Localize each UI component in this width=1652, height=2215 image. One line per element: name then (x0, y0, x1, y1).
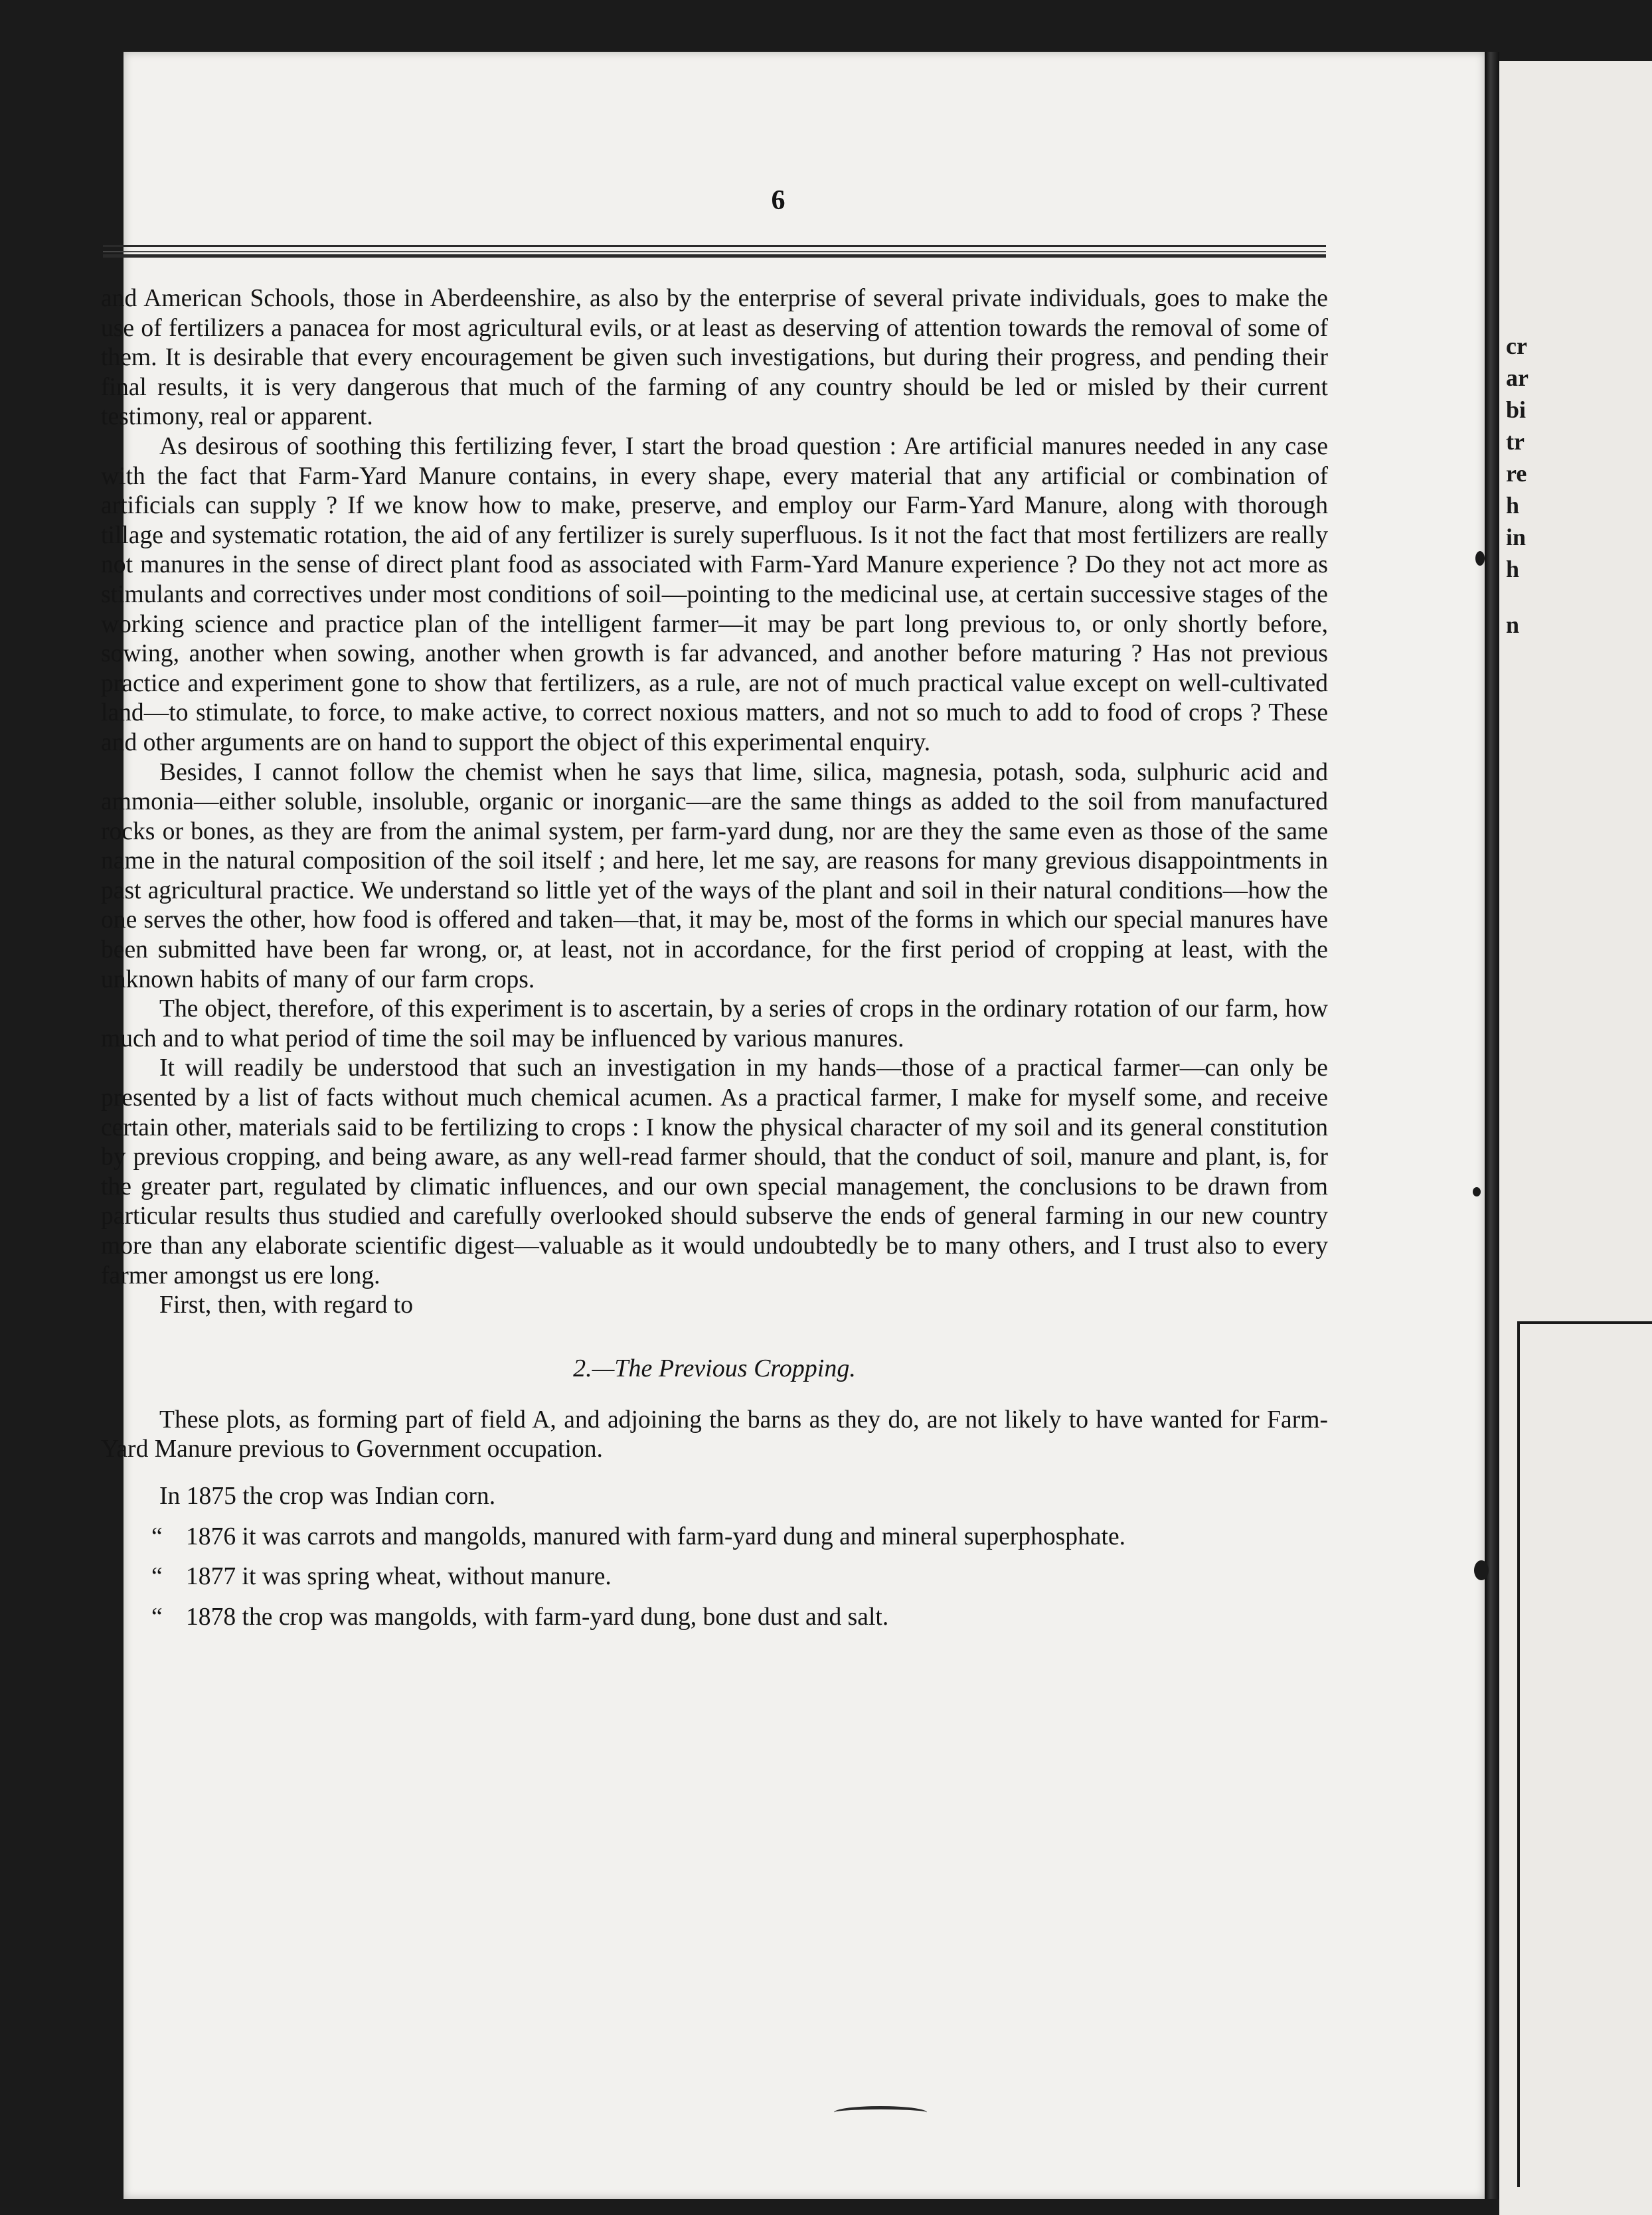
ink-blot (1473, 1187, 1481, 1196)
page-number: 6 (771, 185, 785, 216)
fragment: h (1506, 556, 1520, 582)
paragraph-continuation: and American Schools, those in Aberdeenshire, as also by the enterprise of several private individuals, goes to make the use of fertilizers a panacea for most agricultural evils, or at least as deserving of attention towards the removal of some of them. It is desirable that every encouragement be given such investigations, but during their progress, and pending their final results, it is very dangerous that much of the farming of any country should be led or misled by their current testimony, real or apparent. (101, 285, 1328, 431)
book-gutter (1485, 52, 1499, 2199)
ink-blot (1475, 551, 1485, 566)
entry-text: 1877 it was spring wheat, without manure. (186, 1563, 612, 1591)
section-heading: 2.—The Previous Cropping. (573, 1354, 856, 1382)
fragment: cr (1506, 333, 1527, 359)
paragraph-first-then: First, then, with regard to (159, 1291, 413, 1319)
paragraph-object: The object, therefore, of this experiment is to ascertain, by a series of crops in the ordinary rotation of our farm, how much and to what period of time the soil may be influenced by various manures. (101, 995, 1328, 1052)
fragment: bi (1506, 396, 1527, 423)
adjacent-page-table-edge (1517, 1321, 1652, 2187)
ink-blot (1474, 1560, 1489, 1580)
fragment: n (1506, 612, 1520, 638)
page-body (101, 284, 1328, 1643)
list-item (101, 1603, 1328, 1633)
list-item (101, 1562, 1328, 1592)
ink-mark (834, 2106, 927, 2119)
paragraph-investigation: It will readily be understood that such an investigation in my hands—those of a practical farmer—can only be presented by a list of facts without much chemical acumen. As a practical farmer, I make for myself some, and receive certain other, materials said to be fertilizing to crops : I know the physical character of my soil and its general constitution by previous cropping, and being aware, as any well-read farmer should, that the conduct of soil, manure and plant, is, for the greater part, regulated by climatic influences, and our own special management, the conclusions to be drawn from particular results thus studied and carefully overlooked should subserve the ends of general farming in our new country more than any elaborate scientific digest—valuable as it would undoubtedly be to many others, and I trust also to every farmer amongst us ere long. (101, 1054, 1328, 1289)
list-item (101, 1482, 1328, 1512)
list-item (101, 1522, 1328, 1552)
entry-text: In 1875 the crop was Indian corn. (159, 1482, 496, 1510)
paragraph-fertilizing-fever: As desirous of soothing this fertilizing fever, I start the broad question : Are artificial manures needed in any case with the fact that Farm-Yard Manure contains, in every shape, every material that any artificial or combination of artificials can supply ? If we know how to make, preserve, and employ our Farm-Yard Manure, along with thorough tillage and systematic rotation, the aid of any fertilizer is surely superfluous. Is it not the fact that most fertilizers are really not manures in the sense of direct plant food as associated with Farm-Yard Manure experience ? Do they not act more as stimulants and correctives under most conditions of soil—pointing to the medicinal use, at certain successive stages of the working science and practice plan of the intelligent farmer—it may be part long previous to, or only shortly before, sowing, another when sowing, another when growth is far advanced, and another before maturing ? Has not previous practice and experiment gone to show that fertilizers, as a rule, are not of much practical value except on well-cultivated land—to stimulate, to force, to make active, to correct noxious matters, and not so much to add to food of crops ? These and other arguments are on hand to support the object of this experimental enquiry. (101, 432, 1328, 756)
ditto-mark: “ (151, 1563, 163, 1591)
fragment: in (1506, 524, 1527, 550)
entry-text: 1876 it was carrots and mangolds, manured with farm-yard dung and mineral superphosphate. (186, 1522, 1126, 1550)
fragment: re (1506, 460, 1527, 487)
fragment: ar (1506, 365, 1528, 391)
section-intro: These plots, as forming part of field A, and adjoining the barns as they do, are not likely to have wanted for Farm-Yard Manure previous to Government occupation. (101, 1406, 1328, 1463)
paragraph-chemist: Besides, I cannot follow the chemist when he says that lime, silica, magnesia, potash, soda, sulphuric acid and ammonia—either soluble, insoluble, organic or inorganic—are the same things as added to the soil from manufactured rocks or bones, as they are from the animal system, per farm-yard dung, nor are they the same even as those of the same name in the natural composition of the soil itself ; and here, let me say, are reasons for many grevious disappointments in past agricultural practice. We understand so little yet of the ways of the plant and soil in their natural conditions—how the one serves the other, how food is offered and taken—that, it may be, most of the forms in which our special manures have been submitted have been far wrong, or, at least, not in accordance, for the first period of cropping at least, with the unknown habits of many of our farm crops. (101, 758, 1328, 993)
fragment: tr (1506, 428, 1525, 455)
cropping-history-list (101, 1482, 1328, 1632)
header-rule (103, 245, 1326, 258)
fragment: h (1506, 492, 1520, 519)
entry-text: 1878 the crop was mangolds, with farm-yard dung, bone dust and salt. (186, 1603, 889, 1631)
ditto-mark: “ (151, 1522, 163, 1550)
ditto-mark: “ (151, 1603, 163, 1631)
